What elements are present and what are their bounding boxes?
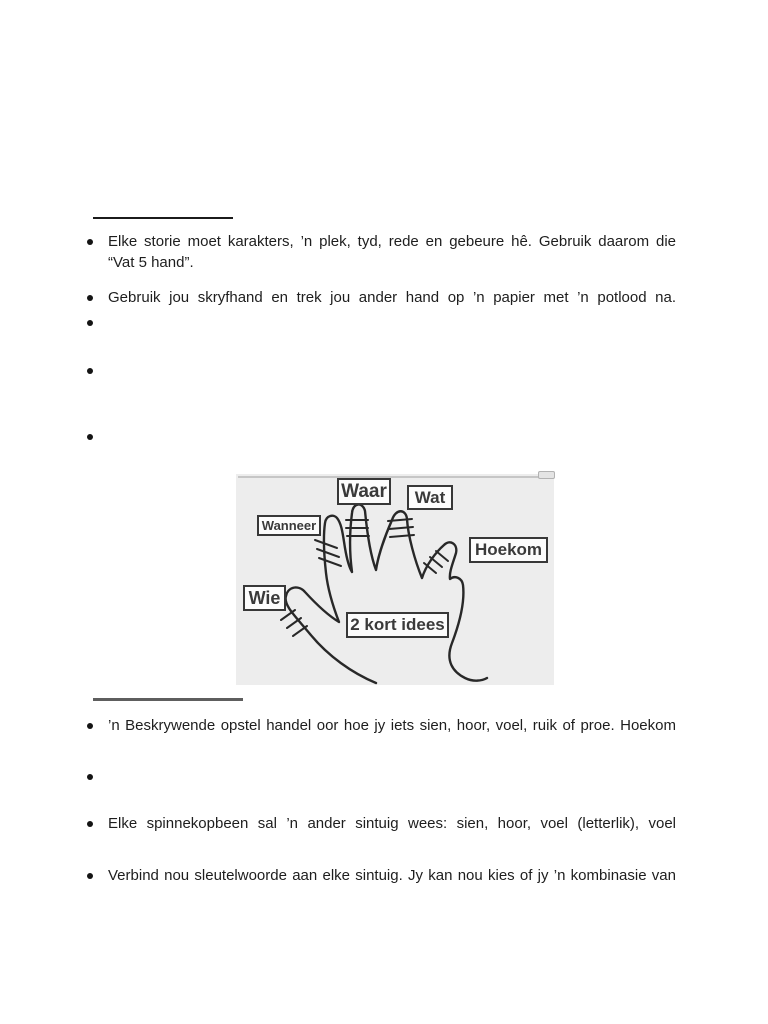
bullet-icon [87, 873, 93, 879]
diagram-label-wie: Wie [243, 585, 286, 611]
paragraph-line [108, 252, 676, 273]
bullet-icon [87, 723, 93, 729]
paragraph-text: Elke spinnekopbeen sal ’n ander sintuig wees: sien, hoor, voel (letterlik), voel [108, 815, 676, 832]
paragraph-text: ’n Beskrywende opstel handel oor hoe jy iets sien, hoor, voel, ruik of proe. Hoekom [108, 717, 676, 734]
blank-underline-1 [93, 217, 233, 219]
hand-drawing [236, 474, 554, 685]
hand-diagram-image [236, 474, 554, 685]
paragraph-line [108, 231, 676, 252]
list-item [86, 813, 676, 834]
bullet-icon [87, 239, 93, 245]
paragraph-text: Gebruik jou skryfhand en trek jou ander hand op ’n papier met ’n potlood na. [108, 289, 676, 306]
diagram-label-wanneer: Wanneer [257, 515, 321, 536]
list-item [86, 231, 676, 273]
empty-bullet-icon [87, 774, 93, 780]
empty-bullet-icon [87, 320, 93, 326]
list-item [86, 715, 676, 736]
paragraph-line [108, 865, 676, 886]
diagram-label-wat: Wat [407, 485, 453, 510]
empty-bullet-icon [87, 368, 93, 374]
paragraph-line [108, 287, 676, 308]
bullet-icon [87, 821, 93, 827]
diagram-label-waar: Waar [337, 478, 391, 505]
bullet-icon [87, 295, 93, 301]
list-item [86, 287, 676, 308]
paragraph-text: Verbind nou sleutelwoorde aan elke sintuig. Jy kan nou kies of jy ’n kombinasie van [108, 867, 676, 884]
diagram-label-kort-idees: 2 kort idees [346, 612, 449, 638]
paragraph-line [108, 813, 676, 834]
empty-bullet-icon [87, 434, 93, 440]
paragraph-text: Elke storie moet karakters, ’n plek, tyd, rede en gebeure hê. Gebruik daarom die [108, 233, 676, 250]
list-item [86, 865, 676, 886]
blank-underline-2 [93, 698, 243, 701]
paragraph-text: “Vat 5 hand”. [108, 254, 194, 271]
diagram-label-hoekom: Hoekom [469, 537, 548, 563]
paragraph-line [108, 715, 676, 736]
